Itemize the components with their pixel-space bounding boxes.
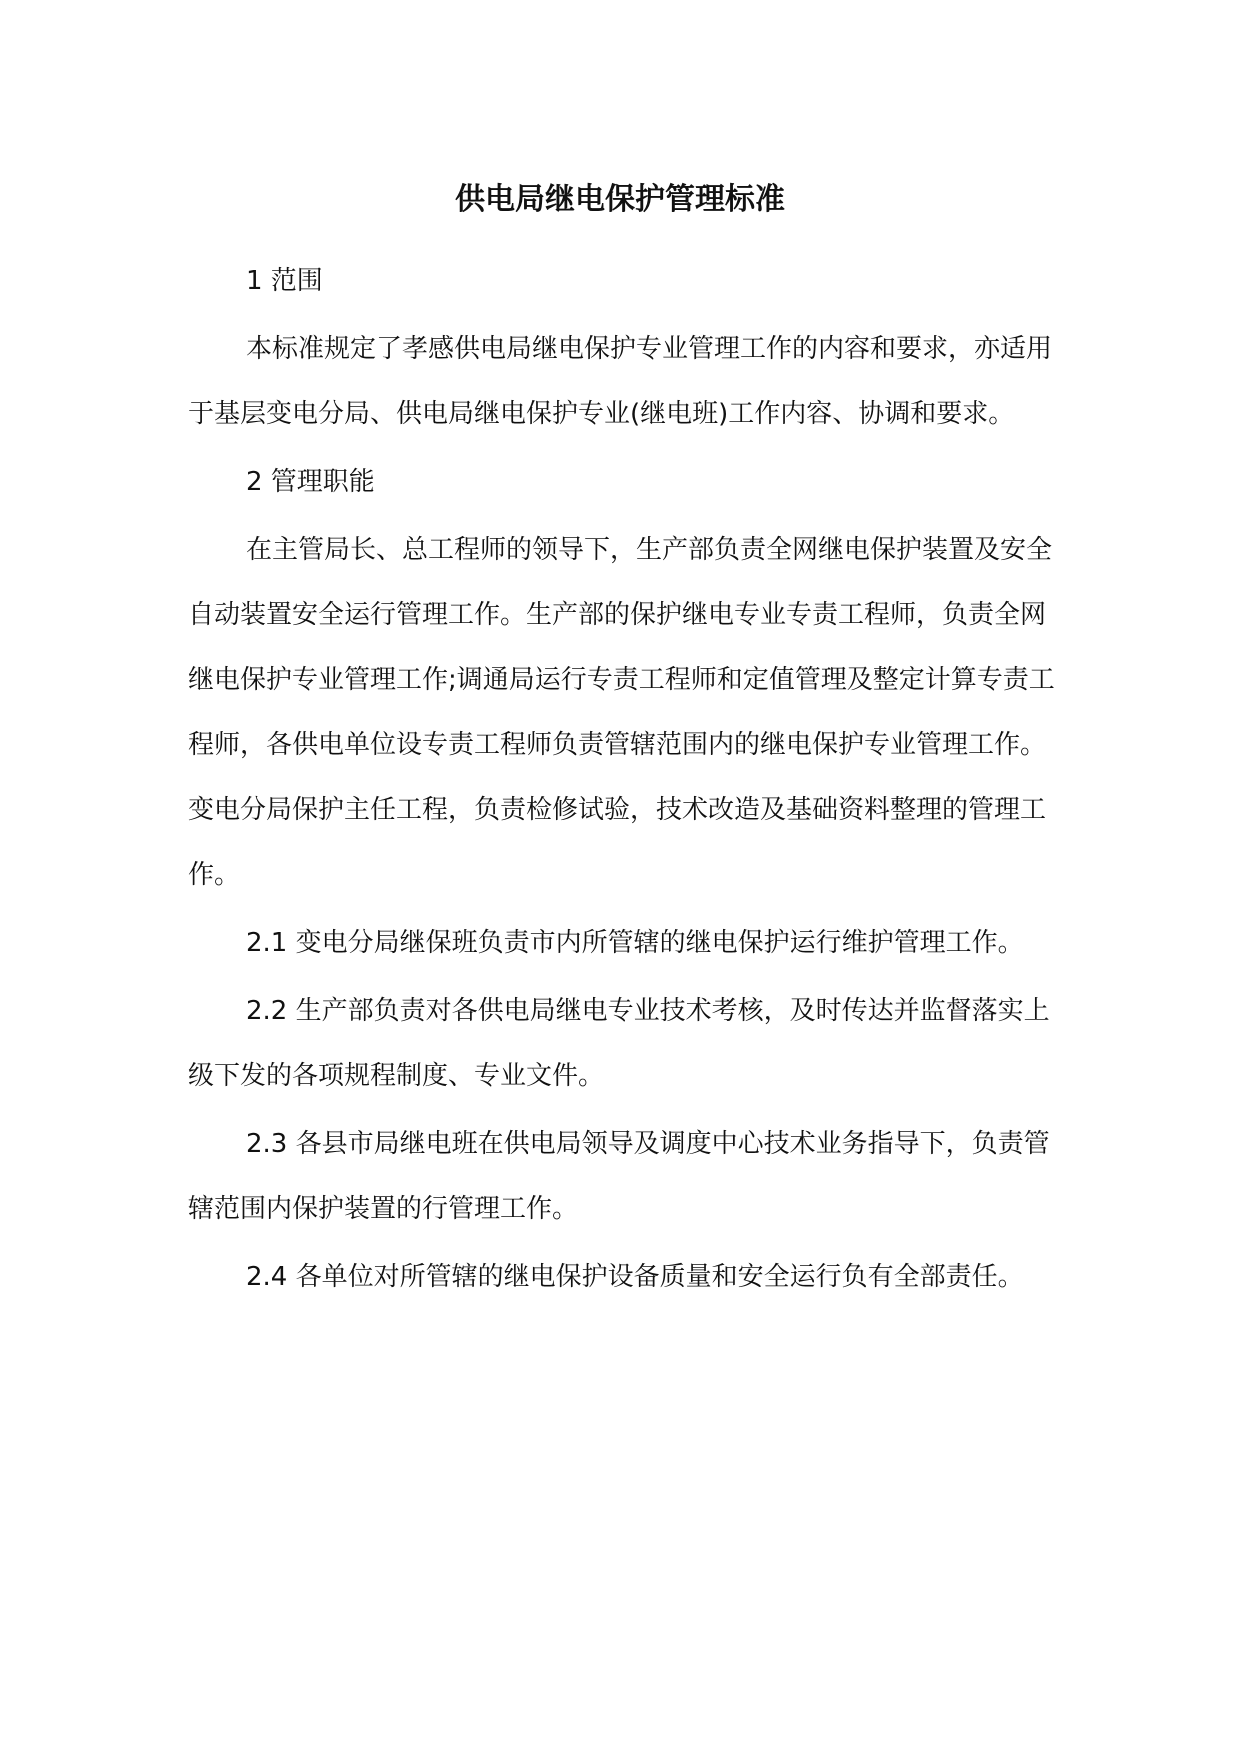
paragraph-scope: 本标准规定了孝感供电局继电保护专业管理工作的内容和要求，亦适用于基层变电分局、供电局继电保护专业(继电班)工作内容、协调和要求。 [188,334,1053,429]
section-heading-scope: 1 范围 [246,266,323,296]
paragraph-2-4: 2.4 各单位对所管辖的继电保护设备质量和安全运行负有全部责任。 [246,1262,1024,1292]
paragraph-2-2: 2.2 生产部负责对各供电局继电专业技术考核，及时传达并监督落实上级下发的各项规程制度、专业文件。 [188,996,1050,1091]
section-heading-management-functions: 2 管理职能 [246,467,375,497]
document-body [188,249,1058,1313]
document-title: 供电局继电保护管理标准 [455,182,785,217]
paragraph-management-functions: 在主管局长、总工程师的领导下，生产部负责全网继电保护装置及安全自动装置安全运行管理工作。生产部的保护继电专业专责工程师，负责全网继电保护专业管理工作;调通局运行专责工程师和定值管理及整定计算专责工程师，各供电单位设专责工程师负责管辖范围内的继电保护专业管理工作。变电分局保护主任工程，负责检修试验，技术改造及基础资料整理的管理工作。 [188,535,1055,890]
paragraph-2-1: 2.1 变电分局继保班负责市内所管辖的继电保护运行维护管理工作。 [246,928,1024,958]
paragraph-2-3: 2.3 各县市局继电班在供电局领导及调度中心技术业务指导下，负责管辖范围内保护装置的行管理工作。 [188,1129,1050,1224]
